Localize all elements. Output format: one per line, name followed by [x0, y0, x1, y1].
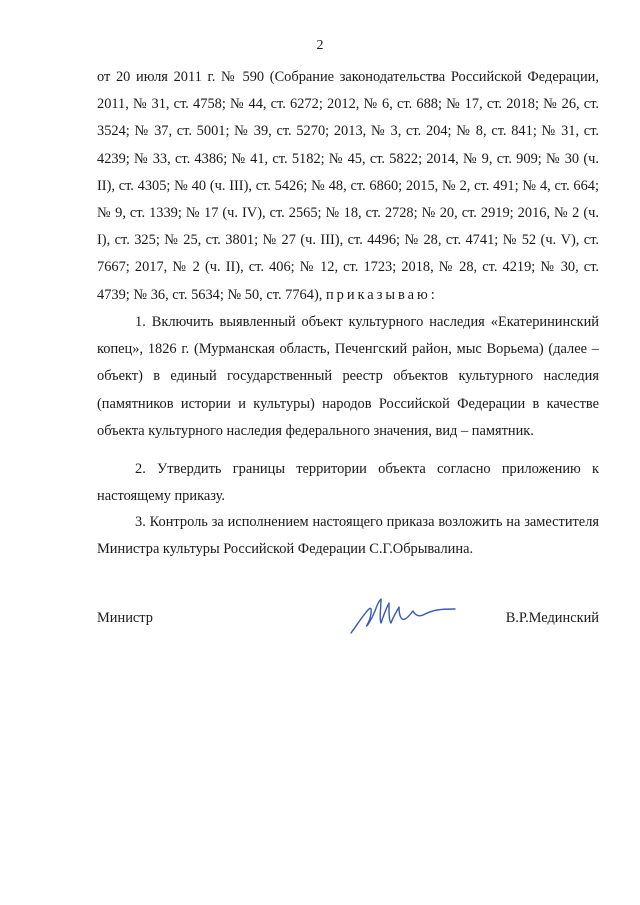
clause-2: 2. Утвердить границы территории объекта согласно приложению к настоящему приказу.: [97, 461, 599, 505]
order-word: приказываю:: [325, 286, 438, 303]
clause-1: 1. Включить выявленный объект культурного наследия «Екатерининский копец», 1826 г. (Мурманская область, Печенгский район, мыс Ворьема) (далее – объект) в единый государственный реестр объектов культурного наследия (памятников истории и культуры) народов Российской Федерации в качестве объекта культурного наследия федерального значения, вид – памятник.: [97, 314, 599, 439]
handwritten-signature: [347, 589, 457, 637]
signatory-title: Министр: [97, 610, 153, 626]
page-number: 2: [316, 38, 324, 53]
signature-block: [97, 605, 599, 635]
legal-references: от 20 июля 2011 г. № 590 (Собрание законодательства Российской Федерации, 2011, № 31, ст. 4758; № 44, ст. 6272; 2012, № 6, ст. 688; № 17, ст. 2018; № 26, ст. 3524; № 37, ст. 5001; № 39, ст. 5270; 2013, № 3, ст. 204; № 8, ст. 841; № 31, ст. 4239; № 33, ст. 4386; № 41, ст. 5182; № 45, ст. 5822; 2014, № 9, ст. 909; № 30 (ч. II), ст. 4305; № 40 (ч. III), ст. 5426; № 48, ст. 6860; 2015, № 2, ст. 491; № 4, ст. 664; № 9, ст. 1339; № 17 (ч. IV), ст. 2565; № 18, ст. 2728; № 20, ст. 2919; 2016, № 2 (ч. I), ст. 325; № 25, ст. 3801; № 27 (ч. III), ст. 4496; № 28, ст. 4741; № 52 (ч. V), ст. 7667; 2017, № 2 (ч. II), ст. 406; № 12, ст. 1723; 2018, № 28, ст. 4219; № 30, ст. 4739; № 36, ст. 5634; № 50, ст. 7764),: [97, 69, 599, 303]
intro-paragraph: [97, 64, 599, 309]
clause-3: 3. Контроль за исполнением настоящего приказа возложить на заместителя Министра культуры Российской Федерации С.Г.Обрывалина.: [97, 514, 599, 558]
signatory-name: В.Р.Мединский: [505, 610, 599, 626]
